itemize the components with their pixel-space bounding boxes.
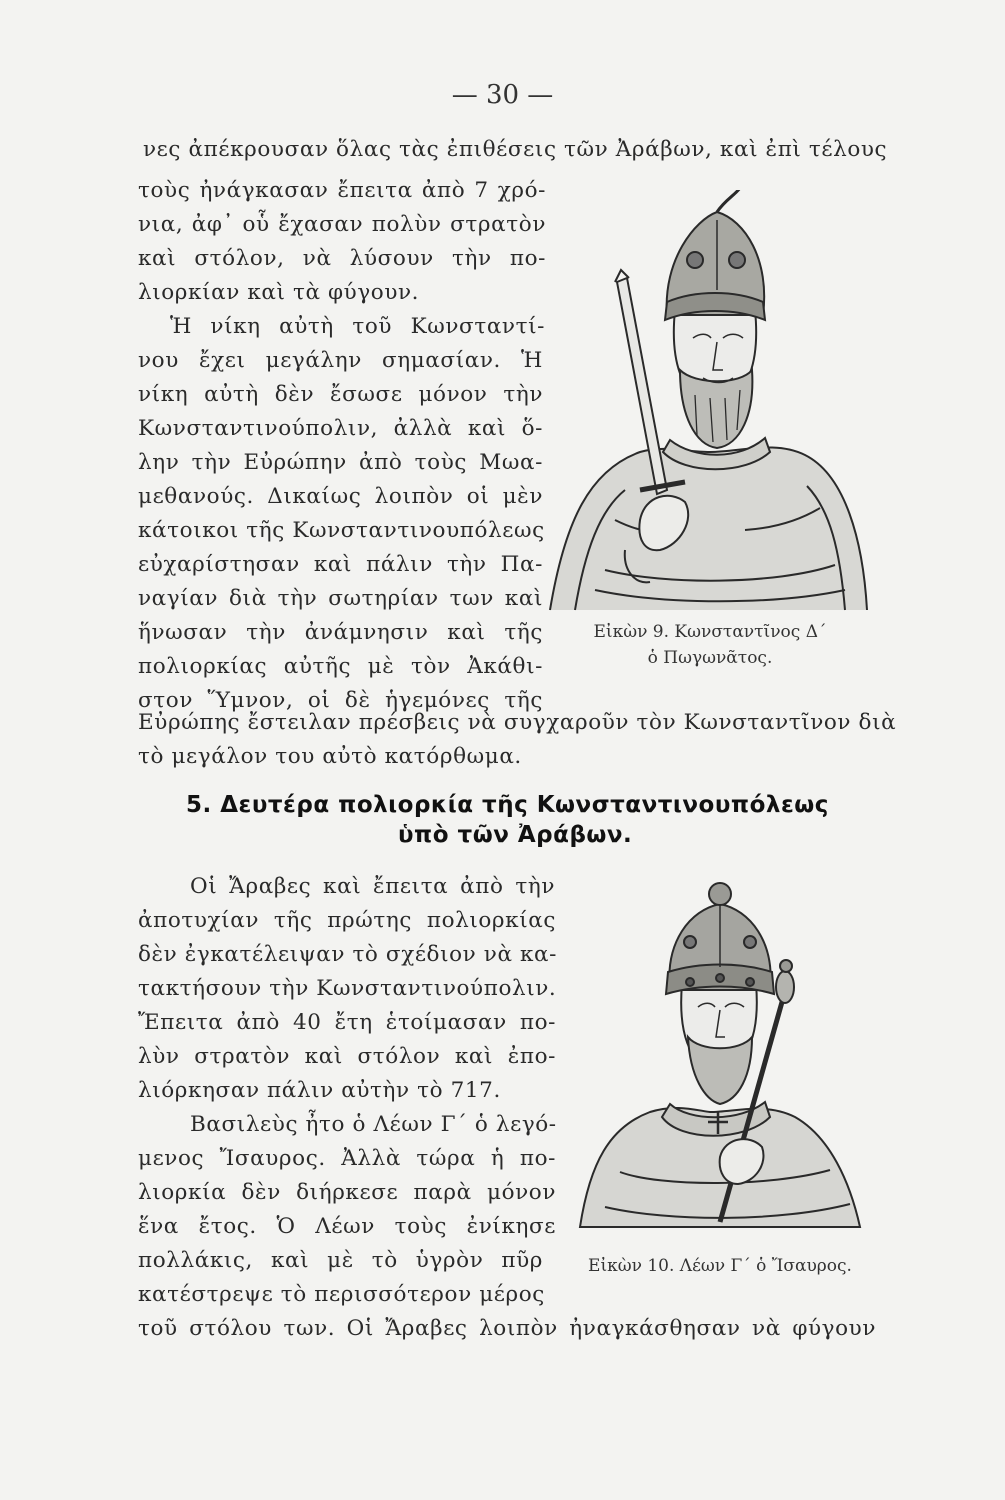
section-heading-line-2: ὑπὸ τῶν Ἀράβων. [398,822,633,848]
text-line: καὶ στόλον, νὰ λύσουν τὴν πο- [138,246,546,271]
text-line: μεθανούς. Δικαίως λοιπὸν οἱ μὲν [138,484,543,509]
text-line: πολιορκίας αὐτῆς μὲ τὸν Ἀκάθι- [138,654,543,679]
text-line: νίκη αὐτὴ δὲν ἔσωσε μόνον τὴν [138,382,543,407]
text-line: Ἔπειτα ἀπὸ 40 ἔτη ἑτοίμασαν πο- [138,1010,556,1035]
text-line: τακτήσουν τὴν Κωνσταντινούπολιν. [138,976,557,1001]
text-line: δὲν ἐγκατέλειψαν τὸ σχέδιον νὰ κα- [138,942,558,967]
text-line: ἥνωσαν τὴν ἀνάμνησιν καὶ τῆς [138,620,543,645]
text-line: στον Ὕμνον, οἱ δὲ ἡγεμόνες τῆς [138,688,543,713]
text-line: Κωνσταντινούπολιν, ἀλλὰ καὶ ὅ- [138,416,543,441]
text-line: εὐχαρίστησαν καὶ πάλιν τὴν Πα- [138,552,543,577]
text-line: Οἱ Ἄραβες καὶ ἔπειτα ἀπὸ τὴν [190,874,555,899]
text-line: Ἡ νίκη αὐτὴ τοῦ Κωνσταντί- [170,314,545,339]
text-line: ναγίαν διὰ τὴν σωτηρίαν των καὶ [138,586,543,611]
text-line: μενος Ἴσαυρος. Ἀλλὰ τώρα ἡ πο- [138,1146,556,1171]
portrait-constantine-drawing [545,190,875,620]
portrait-leo-drawing [570,872,870,1232]
text-line: λὺν στρατὸν καὶ στόλον καὶ ἐπο- [138,1044,556,1069]
portrait-constantine-illustration [545,190,875,620]
figure-10-caption: Εἰκὼν 10. Λέων Γ´ ὁ Ἴσαυρος. [588,1256,852,1276]
figure-9-caption-line-1: Εἰκὼν 9. Κωνσταντῖνος Δ´ [593,622,827,642]
page-number: — 30 — [451,80,554,110]
text-line: λιορκίαν καὶ τὰ φύγουν. [138,280,420,305]
text-line: κάτοικοι τῆς Κωνσταντινουπόλεως [138,518,545,543]
text-line: κατέστρεψε τὸ περισσότερον μέρος [138,1282,545,1307]
text-line: λην τὴν Εὐρώπην ἀπὸ τοὺς Μωα- [138,450,543,475]
text-line: τοὺς ἠνάγκασαν ἔπειτα ἀπὸ 7 χρό- [138,178,546,203]
text-line: τοῦ στόλου των. Οἱ Ἄραβες λοιπὸν ἠναγκάσθησαν νὰ φύγουν [138,1316,876,1341]
text-line: ἀποτυχίαν τῆς πρώτης πολιορκίας [138,908,556,933]
text-line: τὸ μεγάλον του αὐτὸ κατόρθωμα. [138,744,522,769]
text-line: λιορκία δὲν διήρκεσε παρὰ μόνον [138,1180,556,1205]
portrait-leo-illustration [570,872,870,1232]
text-line: νια, ἀφ᾽ οὗ ἔχασαν πολὺν στρατὸν [138,212,546,237]
text-line: ἕνα ἔτος. Ὁ Λέων τοὺς ἐνίκησε [138,1214,556,1239]
text-line: νες ἀπέκρουσαν ὅλας τὰς ἐπιθέσεις τῶν Ἀράβων, καὶ ἐπὶ τέλους [143,137,888,162]
text-line: πολλάκις, καὶ μὲ τὸ ὑγρὸν πῦρ [138,1248,543,1273]
text-line: Εὐρώπης ἔστειλαν πρέσβεις νὰ συγχαροῦν τὸν Κωνσταντῖνον διὰ [138,710,897,735]
figure-9-caption-line-2: ὁ Πωγωνᾶτος. [647,648,773,668]
text-line: Βασιλεὺς ἦτο ὁ Λέων Γ´ ὁ λεγό- [190,1112,557,1137]
text-line: λιόρκησαν πάλιν αὐτὴν τὸ 717. [138,1078,501,1103]
section-heading-line-1: 5. Δευτέρα πολιορκία τῆς Κωνσταντινουπόλεως [186,792,829,818]
text-line: νου ἔχει μεγάλην σημασίαν. Ἡ [138,348,543,373]
